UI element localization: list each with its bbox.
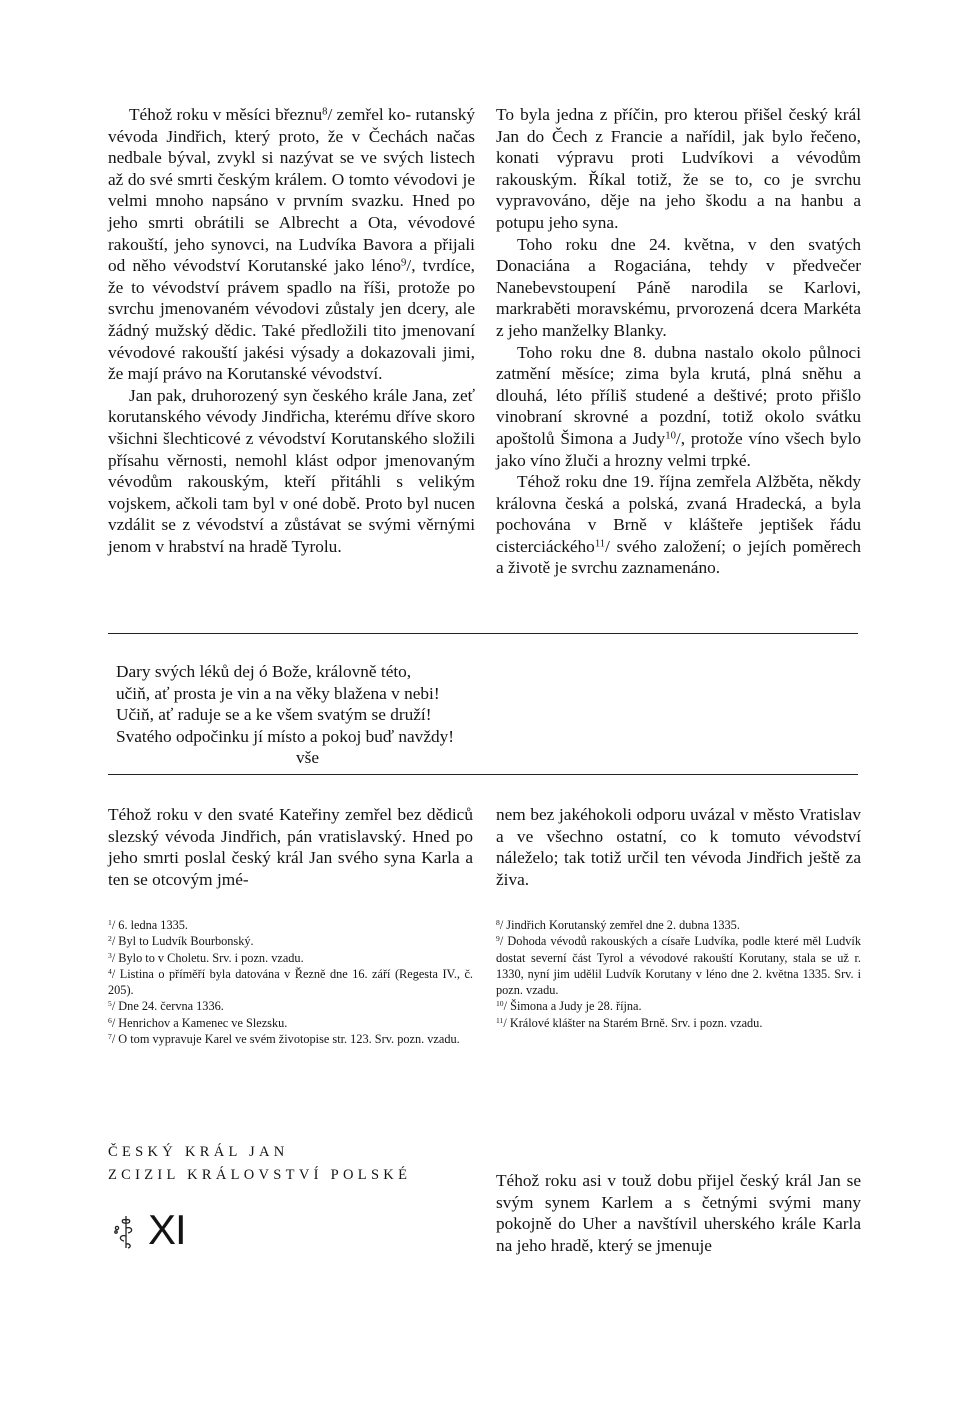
poem-line: Svatého odpočinku jí místo a pokoj buď navždy! [116, 726, 455, 746]
chapter-title-line: ČESKÝ KRÁL JAN [108, 1144, 289, 1160]
paragraph-hungary-visit: Téhož roku asi v touž dobu přijel český král Jan se svým synem Karlem a s četnými svými many pokojně do Uher a navštívil uherského krále Karla na jeho hradě, který se jmenuje [496, 1171, 861, 1255]
paragraph-eclipse [496, 342, 861, 472]
footnote-text: / 6. ledna 1335. [111, 918, 188, 932]
footnote-ref: 11 [594, 537, 606, 550]
footnote [108, 1015, 473, 1031]
text-run: Toho roku dne 8. dubna nastalo okolo půlnoci zatmění měsíce; zima byla krutá, plná sněhu a dlouhá, léto příliš studené a deštivé; proto přišlo vinobraní skrovné a pozdní, totiž okolo svátku apoštolů Šimona a Judy [496, 342, 861, 448]
text-run: / zemřel ko- [327, 105, 412, 124]
paragraph-causes: To byla jedna z příčin, pro kterou přišel český král Jan do Čech z Francie a nařídil, jak bylo řečeno, konati výpravu proti Ludvíkovi a vévodům rakouským. Říkal totiž, že se to, co je svrchu vypravováno, děje na jeho škodu a na hanbu a potupu jeho syna. [496, 105, 861, 232]
footnote-number: 11 [496, 1015, 504, 1025]
footnote-ref: 10 [665, 429, 676, 442]
paragraph-elizabeth-death [496, 471, 861, 579]
middle-right-column [496, 804, 861, 890]
paragraph-jan-son: Jan pak, druhorozený syn českého krále Jana, zeť korutanského vévody Jindřicha, kterému dříve skoro všichni šlechticové z vévodství Korutanského složili přísahu věrnosti, nemohl klást odpor jmenovaným vévodům rakouským, kteří přitáhli s velikým vojskem, ačkoli tam byl v oné době. Proto byl nucen vzdálit se z vévodství a zůstávat se svými věrnými jenom v hrabství na hradě Tyrolu. [108, 385, 475, 556]
footnote-text: / Šimona a Judy je 28. října. [503, 999, 642, 1014]
footnote-text: / O tom vypravuje Karel ve svém životopise str. 123. Srv. pozn. vzadu. [111, 1032, 460, 1047]
footnote [108, 998, 473, 1014]
footnote-text: / Králové klášter na Starém Brně. Srv. i pozn. vzadu. [503, 1015, 763, 1030]
footnote [108, 966, 473, 999]
footnote-ref: 8 [322, 105, 328, 118]
footnotes-left [108, 917, 473, 1047]
paragraph-silesia: Téhož roku v den svaté Kateřiny zemřel bez dědiců slezský vévoda Jindřich, pán vratislavský. Hned po jeho smrti poslal český král Jan svého syna Karla a ten se otcovým jmé- [108, 805, 473, 889]
footnote-text: / Henrichov a Kamenec ve Slezsku. [111, 1015, 288, 1030]
footnote [108, 950, 473, 966]
footnote [108, 1031, 473, 1047]
footnote-number: 8 [496, 918, 500, 928]
footnote-number: 7 [108, 1032, 112, 1042]
chapter-number: XI [148, 1206, 186, 1253]
paragraph-marketa-birth: Toho roku dne 24. května, v den svatých Donaciána a Rogaciána, tehdy v předvečer Nanebevstoupení Páně narodila se Karlovi, markraběti moravskému, prvorozená dcera Markéta z jeho manželky Blanky. [496, 234, 861, 340]
footnote-number: 4 [108, 967, 112, 977]
footnote-text: / Byl to Ludvík Bourbonský. [111, 934, 254, 949]
poem-line: učiň, ať prosta je vin a na věky blažena v nebi! [116, 683, 440, 703]
footnote [108, 917, 473, 933]
footnote-number: 2 [108, 934, 112, 944]
bottom-right-column [496, 1170, 861, 1256]
footnote [496, 998, 861, 1014]
footnote-ref: 9 [401, 256, 407, 269]
footnote-text: / Listina o příměří byla datována v Řezně dne 16. září (Regesta IV., č. 205). [108, 966, 473, 998]
top-left-column [108, 104, 475, 557]
text-run: Téhož roku v měsíci březnu [129, 105, 323, 124]
footnote-text: / Dohoda vévodů rakouských a císaře Ludvíka, podle které měl Ludvík dostat severní část Tyrol a vévodové rakouští Korutany, stala se už r. 1330, nyní jim udělil Ludvík Korutany v léno dne 2. května 1335. Srv. i pozn. vzadu. [496, 934, 861, 998]
poem-line: Dary svých léků dej ó Bože, královně této, [116, 662, 412, 681]
divider-top [108, 633, 858, 634]
footnote-number: 6 [108, 1015, 112, 1025]
text-run: rutanský vévoda Jindřich, který proto, že v Čechách načas nedbale býval, zvykl si nazývat se ve svých listech až do své smrti českým králem. O tomto vévodovi je velmi mnoho napsáno v prvním svazku. Hned po jeho smrti obrátili se Albrecht a Ota, vévodové rakouští, jeho synovci, na Ludvíka Bavora a přijali od něho vévodství Korutanské jako léno [108, 105, 476, 276]
text-run: / svého založení; o jejích poměrech a životě je svrchu zaznamenáno. [496, 536, 861, 578]
top-right-column [496, 104, 861, 579]
footnote-text: / Bylo to v Choletu. Srv. i pozn. vzadu. [111, 950, 304, 965]
text-run: /, tvrdíce, že to vévodství právem spadlo na říši, protože po svrchu jmenovaném vévodovi zůstaly jen dcery, ale žádný mužský dědic. Také předložili tito jmenovaní vévodové rakouští jakési výsady a dokazovali jimi, že mají právo na Korutanské vévodství. [108, 256, 475, 384]
floral-ornament-icon [112, 1214, 138, 1250]
poem-signature: vše [296, 748, 320, 768]
footnote [496, 933, 861, 998]
chapter-title-line: ZCIZIL KRÁLOVSTVÍ POLSKÉ [108, 1167, 412, 1183]
footnote-number: 1 [108, 918, 112, 928]
chapter-title [108, 1141, 411, 1187]
footnote-number: 3 [108, 950, 112, 960]
footnotes-right [496, 917, 861, 1031]
footnote [496, 1015, 861, 1031]
text-run: /, protože víno všech bylo jako víno žluči a hrozny velmi trpké. [496, 428, 861, 470]
footnote-number: 5 [108, 999, 112, 1009]
divider-bottom [108, 774, 858, 775]
text-run: Téhož roku dne 19. října zemřela Alžběta, někdy královna česká a polská, zvaná Hradecká, a byla pochována v Brně v klášteře jeptišek řádu cisterciáckého [496, 472, 861, 556]
paragraph-henry-death [108, 104, 475, 385]
footnote-number: 9 [496, 934, 500, 944]
footnote-number: 10 [496, 999, 504, 1009]
epitaph-poem [116, 661, 454, 769]
footnote [108, 933, 473, 949]
footnote-text: / Dne 24. června 1336. [111, 999, 224, 1014]
poem-line: Učiň, ať raduje se a ke všem svatým se druží! [116, 705, 432, 725]
paragraph-vratislav: nem bez jakéhokoli odporu uvázal v město Vratislav a ve všechno ostatní, co k tomuto vévodství náleželo; tak totiž určil ten vévoda Jindřich ještě za živa. [496, 805, 861, 889]
middle-left-column [108, 804, 473, 890]
footnote-text: / Jindřich Korutanský zemřel dne 2. dubna 1335. [499, 918, 740, 932]
footnote [496, 917, 861, 933]
